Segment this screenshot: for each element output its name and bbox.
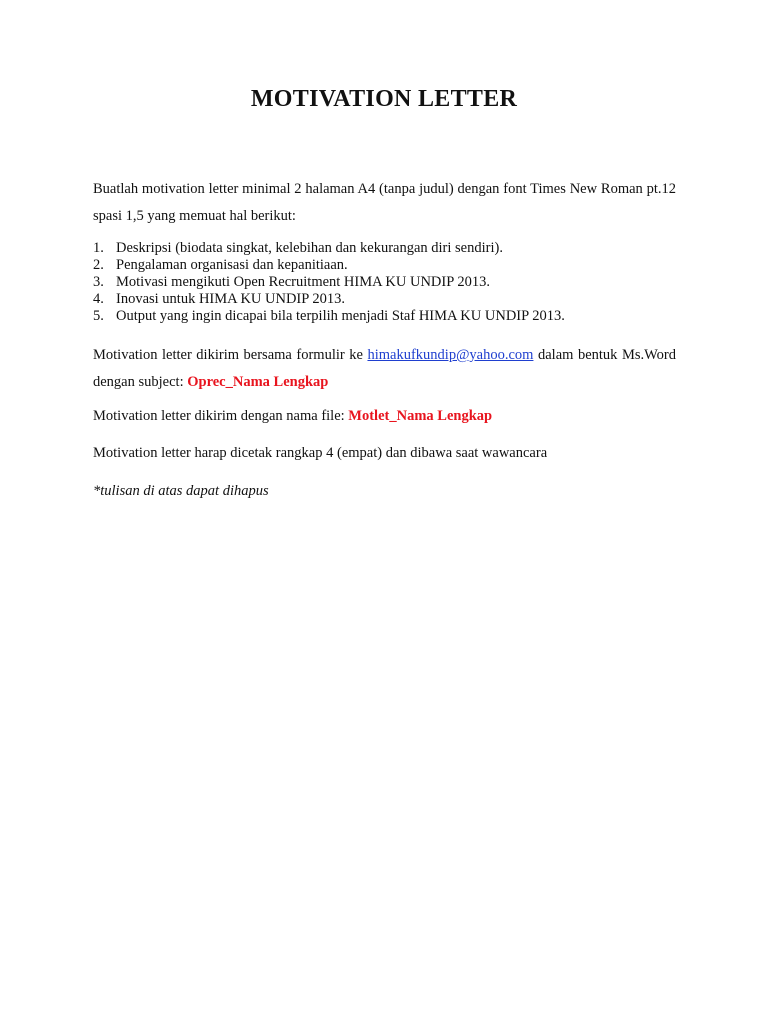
list-item-text: Output yang ingin dicapai bila terpilih menjadi Staf HIMA KU UNDIP 2013. [116,308,565,324]
list-item-number: 1. [93,240,104,256]
send-text-before: Motivation letter dikirim bersama formulir ke [93,347,368,363]
email-link[interactable]: himakufkundip@yahoo.com [367,347,534,363]
list-item [93,308,676,325]
list-item-text: Inovasi untuk HIMA KU UNDIP 2013. [116,291,346,307]
filename-paragraph [93,405,676,427]
list-item-text: Deskripsi (biodata singkat, kelebihan dan kekurangan diri sendiri). [116,240,503,256]
list-item-number: 4. [93,291,104,307]
filename-text-before: Motivation letter dikirim dengan nama file: [93,408,349,424]
list-item [93,240,676,257]
filename-value: Motlet_Nama Lengkap [348,408,493,424]
print-instructions-paragraph: Motivation letter harap dicetak rangkap 4 (empat) dan dibawa saat wawancara [93,445,548,461]
list-item-number: 3. [93,274,104,290]
list-item [93,257,676,274]
list-item [93,291,676,308]
list-item [93,274,676,291]
list-item-number: 5. [93,308,104,324]
subject-value: Oprec_Nama Lengkap [187,374,329,390]
send-text-middle: dalam bentuk Ms.Word dengan subject: [93,347,676,390]
requirements-list [93,240,676,325]
send-instructions-paragraph [93,342,676,396]
removable-note: *tulisan di atas dapat dihapus [93,483,269,499]
list-item-number: 2. [93,257,104,273]
list-item-text: Pengalaman organisasi dan kepanitiaan. [116,257,348,273]
intro-paragraph: Buatlah motivation letter minimal 2 halaman A4 (tanpa judul) dengan font Times New Roman pt.12 spasi 1,5 yang memuat hal berikut: [93,181,676,224]
document-title: MOTIVATION LETTER [250,86,518,112]
list-item-text: Motivasi mengikuti Open Recruitment HIMA KU UNDIP 2013. [116,274,491,290]
